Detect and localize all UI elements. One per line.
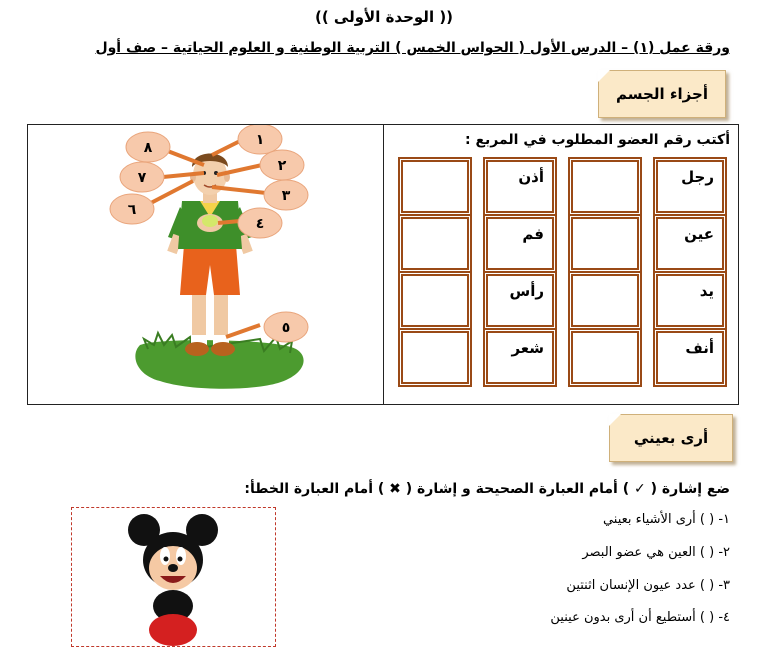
callout-label: ٨ <box>143 140 153 156</box>
grid-cell: عين <box>656 217 724 270</box>
callout-label: ٢ <box>277 158 287 174</box>
answer-box[interactable] <box>401 274 469 327</box>
callout-label: ٤ <box>255 216 265 232</box>
section-tag-label: أرى بعيني <box>633 429 709 447</box>
grid-cell: أذن <box>486 160 554 213</box>
callout-2 <box>260 150 304 180</box>
callout-label: ٣ <box>281 188 291 204</box>
grid-cell: رجل <box>656 160 724 213</box>
unit-title: (( الوحدة الأولى )) <box>314 8 454 26</box>
callout-3 <box>264 180 308 210</box>
answer-box[interactable] <box>571 274 639 327</box>
body-parts-instruction: أكتب رقم العضو المطلوب في المربع : <box>465 132 730 148</box>
answer-box[interactable] <box>401 331 469 384</box>
worksheet-title: ورقة عمل (١) – الدرس الأول ( الحواس الخمس ) التربية الوطنية و العلوم الحياتية – صف أول <box>95 40 730 56</box>
statement-item[interactable]: ٢- ( ) العين هي عضو البصر <box>582 545 730 560</box>
callout-label: ٧ <box>137 170 147 186</box>
callout-label: ١ <box>255 132 265 148</box>
grid-cell: شعر <box>486 331 554 384</box>
grid-cell: فم <box>486 217 554 270</box>
callout-6 <box>110 194 154 224</box>
callout-4 <box>238 208 282 238</box>
box-divider <box>383 125 384 404</box>
answer-box[interactable] <box>401 217 469 270</box>
callout-8 <box>126 132 170 162</box>
callout-1 <box>238 125 282 154</box>
statement-item[interactable]: ١- ( ) أرى الأشياء بعيني <box>602 512 730 527</box>
callout-5 <box>264 312 308 342</box>
statement-item[interactable]: ٤- ( ) أستطيع أن أرى بدون عينين <box>550 610 730 625</box>
answer-box[interactable] <box>571 331 639 384</box>
callout-7 <box>120 162 164 192</box>
statement-item[interactable]: ٣- ( ) عدد عيون الإنسان اثنتين <box>566 578 730 593</box>
section-tag-i-see <box>609 414 733 462</box>
boy-illustration <box>100 125 360 400</box>
answer-box[interactable] <box>571 217 639 270</box>
answer-box[interactable] <box>401 160 469 213</box>
section-tag-body-parts <box>598 70 726 118</box>
callout-label: ٥ <box>281 320 291 336</box>
grid-cell: يد <box>656 274 724 327</box>
mickey-illustration <box>72 508 275 646</box>
grid-cell: رأس <box>486 274 554 327</box>
true-false-instruction: ضع إشارة ( ✓ ) أمام العبارة الصحيحة و إشارة ( ✖ ) أمام العبارة الخطأ: <box>244 481 730 497</box>
section-tag-label: أجزاء الجسم <box>616 85 708 103</box>
mickey-image-frame <box>71 507 276 647</box>
callout-label: ٦ <box>127 202 137 218</box>
grid-cell: أنف <box>656 331 724 384</box>
answer-box[interactable] <box>571 160 639 213</box>
